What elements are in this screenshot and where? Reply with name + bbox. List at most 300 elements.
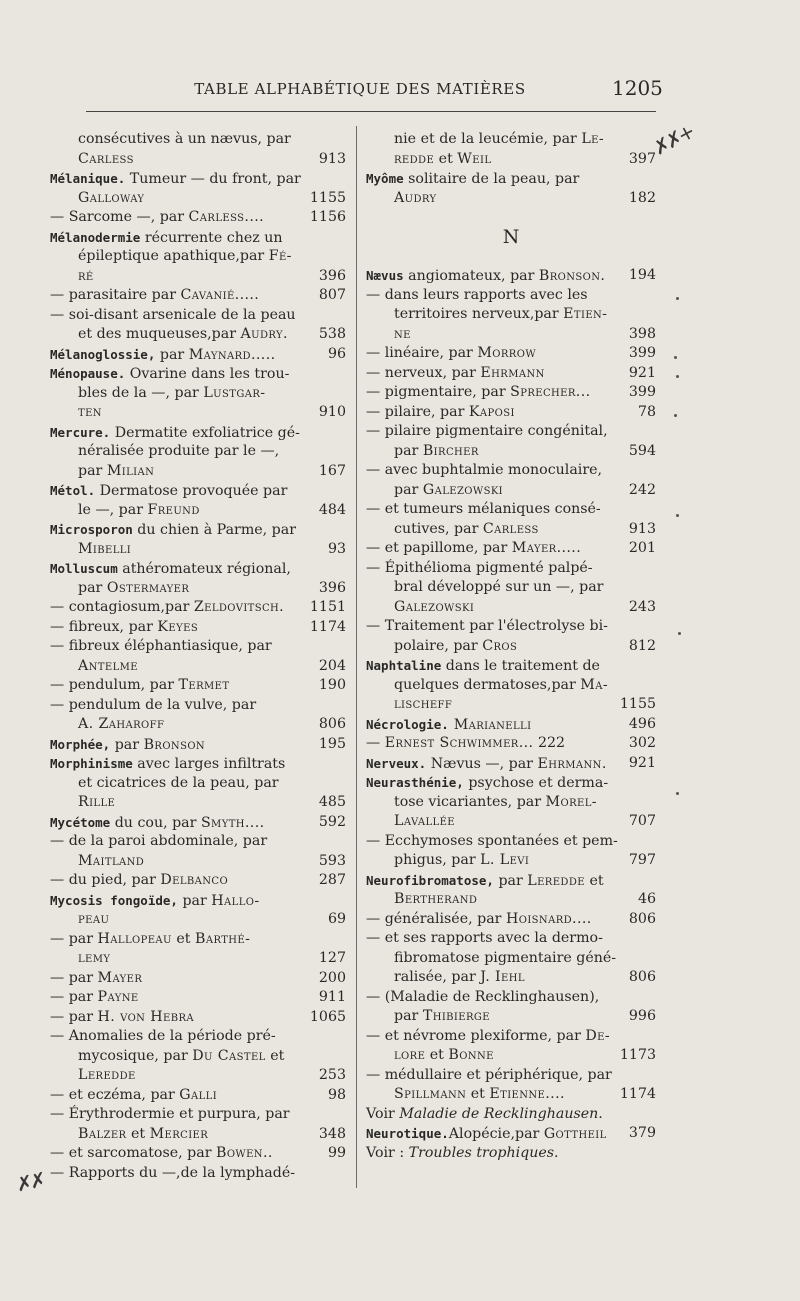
entry-text: — Érythrodermie et purpura, par [50,1106,290,1122]
index-line [366,598,656,618]
index-line [50,462,346,482]
entry-text: — fibreux éléphantiasique, par [50,638,272,654]
index-line [50,871,346,891]
index-line [50,150,346,170]
author-name: Ma- [580,676,609,693]
page-reference: 1155 [309,189,346,206]
entry-heading: Nerveux. [366,755,427,771]
index-line [366,929,656,949]
author-name: Mibelli [78,540,132,557]
author-name: Milian [106,462,155,479]
author-name: Rille [78,794,116,810]
author-name: Antelme [78,657,138,674]
page-reference: 806 [628,910,656,927]
entry-text: — pilaire, par [366,403,469,420]
entry-heading: Mélanique. [50,171,126,186]
index-line [366,403,656,423]
header-rule [86,111,656,112]
author-name: Galloway [78,189,145,206]
author-name: Zeldovitsch. [193,599,285,615]
entry-text: — de la paroi abdominale, par [50,833,268,849]
author-name: Cavanié..... [180,287,260,303]
index-line [50,442,346,462]
index-line [366,734,656,754]
page-reference: 913 [318,150,346,167]
author-name: Le- [581,131,605,147]
index-line [366,890,656,910]
entry-text: polaire, par [394,637,483,654]
entry-text: et [265,1047,285,1064]
entry-text: territoires nerveux,par [394,306,564,322]
index-line [366,968,656,988]
author-name: Gottheil [543,1126,607,1142]
entry-text: — par [50,989,98,1005]
author-name: Morrow [477,345,537,361]
entry-text: par [394,481,423,498]
author-name: ten [78,404,102,420]
author-name: Mayer [97,969,143,986]
index-line [366,656,656,676]
index-line [50,696,346,716]
entry-text: par [155,346,189,363]
index-line [50,540,346,560]
entry-text: consécutives à un nævus, par [78,131,291,147]
index-line [50,676,346,696]
author-name: Kaposi [468,403,515,420]
index-line [50,267,346,287]
entry-text: avec larges infiltrats [132,756,286,772]
author-name: Thibierge [422,1008,490,1024]
entry-text: et [171,930,196,947]
entry-heading: Molluscum [50,561,118,576]
page-reference: 396 [318,267,346,284]
entry-text: athéromateux régional, [117,561,291,577]
entry-text: du chien à Parme, par [132,522,297,538]
page-reference: 167 [318,462,346,479]
page-reference: 812 [628,637,656,654]
index-line [50,403,346,423]
author-name: Hallopeau [97,930,172,947]
entry-text: — (Maladie de Recklinghausen), [366,988,600,1005]
page-reference: 484 [318,501,346,518]
entry-text: par [78,462,107,479]
author-name: Ernest Schwimmer... [384,735,534,751]
index-line [366,442,656,462]
page-reference: 996 [628,1008,656,1024]
page-reference: 538 [318,326,346,342]
entry-text: Nævus —, par [426,755,538,772]
index-line [50,228,346,248]
cross-reference: Maladie de Recklinghausen. [399,1105,603,1122]
index-line [366,949,656,969]
page-reference: 194 [628,267,656,283]
page-reference: 911 [318,989,346,1005]
handwritten-mark-bottom-left: ✗✗ [13,1167,46,1197]
entry-text: — Épithélioma pigmenté palpé- [366,559,593,576]
page-reference: 98 [327,1086,346,1103]
entry-text: — du pied, par [50,872,161,888]
ink-dot [676,792,679,795]
index-line [366,793,656,813]
entry-heading: Mercure. [50,424,111,440]
entry-text: — linéaire, par [366,345,478,361]
author-name: Payne [97,989,139,1005]
index-line [366,695,656,715]
right-column [366,130,656,1163]
index-line [50,1105,346,1125]
page-reference: 399 [628,384,656,400]
author-name: Cros [482,637,518,654]
entry-text: — pendulum, par [50,677,179,693]
entry-text: — médullaire et périphérique, par [366,1066,612,1083]
entry-text: angiomateux, par [403,268,539,284]
cross-reference: Troubles trophiques. [408,1144,559,1161]
index-line [366,676,656,696]
author-name: Audry [394,189,437,206]
author-name: A. Zaharoff [78,716,165,732]
entry-text: et [466,1086,490,1102]
author-name: Audry. [240,326,288,342]
index-line [366,286,656,306]
author-name: Freund [147,501,200,518]
section-letter: N [502,226,520,248]
entry-heading: Morphinisme [50,756,133,771]
author-name: ré [78,267,94,284]
entry-text: et [126,1125,150,1142]
entry-text: — et papillome, par [366,540,512,556]
entry-heading: Myôme [366,171,404,186]
entry-text: — pilaire pigmentaire congénital, [366,423,608,439]
author-name: redde [394,150,435,167]
page-reference: 797 [628,852,656,868]
page-reference: 204 [318,657,346,674]
author-name: Barthé- [195,930,251,947]
entry-text: Dermatose provoquée par [95,483,288,499]
page-reference: 1065 [309,1008,346,1025]
index-line [366,910,656,930]
entry-text: — pigmentaire, par [366,384,511,400]
handwritten-mark-top-right: ✗✗+ [648,119,697,161]
entry-text: — Ecchymoses spontanées et pem- [366,832,618,849]
page-reference: 195 [318,735,346,752]
page-reference: 242 [628,481,656,498]
entry-text: tose vicariantes, par [394,793,546,810]
entry-text: — et tumeurs mélaniques consé- [366,501,601,517]
page-reference: 496 [628,715,656,732]
index-line [50,618,346,638]
index-line [366,461,656,481]
ink-dot [674,356,677,359]
index-line [366,305,656,325]
page-reference: 399 [628,345,656,361]
index-line [366,150,656,170]
index-line [50,481,346,501]
entry-text: — Rapports du —,de la lymphadé- [50,1164,296,1181]
index-line [366,189,656,209]
index-line [50,969,346,989]
index-line [366,520,656,540]
entry-text: par [78,579,107,596]
index-line [366,481,656,501]
author-name: Delbanco [160,872,229,888]
page-reference: 594 [628,442,656,459]
author-name: Leredde [527,872,585,889]
index-line [50,579,346,599]
index-line [50,1008,346,1028]
author-name: Bronson [143,736,206,753]
author-name: H. von Hebra [97,1008,194,1025]
entry-text: par [394,1008,423,1024]
entry-text: — généralisée, par [366,910,506,927]
author-name: Termet [178,677,230,693]
index-line [50,384,346,404]
index-line [366,754,656,774]
entry-text: et cicatrices de la peau, par [78,774,279,791]
index-line [50,598,346,618]
index-line [366,832,656,852]
author-name: Hoisnard.... [505,910,592,927]
index-line [366,500,656,520]
entry-heading: Mélanoglossie, [50,346,156,362]
index-line [366,1105,656,1125]
author-name: Bertherand [394,891,478,907]
entry-text: phigus, par [394,852,481,868]
index-line [50,520,346,540]
entry-text: psychose et derma- [463,775,609,791]
index-line [50,364,346,384]
entry-text: récurrente chez un [140,229,283,246]
entry-text: bles de la —, par [78,384,204,401]
author-name: Bronson. [538,268,606,284]
page-reference: 182 [628,189,656,206]
author-name: Carless [78,150,134,167]
index-line [50,345,346,365]
author-name: L. Levi [480,852,530,868]
index-line [366,383,656,403]
column-divider [356,126,357,1188]
entry-text: par [177,892,212,909]
author-name: Spillmann [394,1086,467,1102]
page-reference: 1151 [309,599,346,615]
entry-text: — et névrome plexiforme, par [366,1027,586,1044]
entry-text: — avec buphtalmie monoculaire, [366,462,603,478]
entry-heading: Ménopause. [50,366,126,381]
author-name: Fé- [268,248,292,264]
index-line [50,208,346,228]
entry-text: et [584,872,604,889]
entry-text: dans le traitement de [441,658,600,674]
author-name: Morel- [545,793,597,810]
page-reference: 910 [318,404,346,420]
entry-text: — soi-disant arsenicale de la peau [50,306,296,323]
author-name: Lavallée [394,813,455,829]
author-name: Lustgar- [203,384,266,401]
page-reference: 96 [327,345,346,362]
index-line [366,539,656,559]
index-line [366,364,656,384]
entry-text: — et sarcomatose, par [50,1145,216,1161]
page-reference: 302 [628,735,656,751]
page-reference: 1155 [619,696,656,712]
author-name: Leredde [78,1067,136,1083]
index-line [50,306,346,326]
entry-heading: Microsporon [50,522,133,537]
page-reference: 1174 [309,618,346,635]
index-line [50,637,346,657]
entry-heading: Mycétome [50,814,111,830]
index-line [366,1027,656,1047]
author-name: Ehrmann. [537,755,607,772]
page-reference: 201 [628,540,656,556]
author-name: Carless.... [188,209,265,225]
index-line [366,1046,656,1066]
page-reference: 807 [318,287,346,303]
index-line [50,891,346,911]
entry-text: — pendulum de la vulve, par [50,696,257,713]
index-line [50,852,346,872]
index-line [50,247,346,267]
entry-heading: Morphée, [50,736,111,752]
page-reference: 592 [318,813,346,830]
author-name: Carless [482,520,539,537]
page-reference: 200 [318,969,346,986]
author-name: lischeff [394,696,453,712]
entry-text: nie et de la leucémie, par [394,131,582,147]
entry-text: le —, par [78,501,148,518]
index-line [50,1164,346,1184]
index-line [50,1027,346,1047]
index-line [366,266,656,286]
index-line [50,423,346,443]
author-name: Marianelli [448,716,532,733]
index-line [50,189,346,209]
page-reference: 1173 [619,1047,656,1063]
entry-heading: Métol. [50,483,96,498]
index-line [50,1144,346,1164]
page-reference: 190 [318,677,346,693]
entry-text: par [110,736,144,753]
entry-text: Voir [366,1105,400,1122]
index-line [366,1085,656,1105]
index-line [50,286,346,306]
index-line [366,617,656,637]
index-line [50,169,346,189]
page-reference: 93 [327,540,346,557]
index-line [50,910,346,930]
author-name: Bowen.. [216,1145,273,1161]
index-line [366,851,656,871]
author-name: Maynard..... [188,346,276,363]
index-line [366,169,656,189]
entry-text: bral développé sur un —, par [394,579,604,595]
page-reference: 806 [628,969,656,985]
index-line [50,988,346,1008]
entry-text: — Anomalies de la période pré- [50,1028,276,1044]
entry-text: du cou, par [110,814,201,831]
author-name: Mercier [149,1125,209,1142]
entry-text: Alopécie,par [448,1126,544,1142]
index-line [366,1066,656,1086]
entry-heading: Neurofibromatose, [366,872,494,888]
entry-text: — nerveux, par [366,364,481,381]
page-reference: 127 [318,950,346,966]
page-number: 1205 [612,76,663,100]
entry-text: — par [50,930,98,947]
ink-dot [676,514,679,517]
ink-dot [674,414,677,417]
index-line [50,754,346,774]
page-reference: 46 [637,891,656,907]
index-line [366,559,656,579]
author-name: Etien- [563,306,608,322]
index-line [50,774,346,794]
entry-text: — parasitaire par [50,287,181,303]
ink-dot [676,375,679,378]
page-reference: 348 [318,1125,346,1142]
author-name: J. Iehl [480,969,525,985]
index-line [50,949,346,969]
author-name: Smyth.... [200,814,265,831]
author-name: lore [394,1047,426,1063]
index-line [366,637,656,657]
entry-text: — fibreux, par [50,618,158,635]
page-reference: 396 [318,579,346,596]
author-name: Mayer..... [511,540,582,556]
index-line [366,578,656,598]
entry-heading: Neurasthénie, [366,775,464,790]
entry-text: et [434,150,458,167]
left-column [50,130,346,1183]
index-line [366,1144,656,1164]
index-line [366,715,656,735]
entry-text: et des muqueuses,par [78,326,241,342]
entry-text: — [366,735,385,751]
ink-dot [676,297,679,300]
entry-text: solitaire de la peau, par [403,171,580,187]
author-name: Bircher [422,442,479,459]
author-name: Balzer [78,1125,127,1142]
entry-text: — et ses rapports avec la dermo- [366,930,603,946]
index-line [50,1086,346,1106]
author-name: Du Castel [192,1047,266,1064]
entry-text: et [425,1047,449,1063]
author-name: De- [585,1027,611,1044]
entry-heading: Mycosis fongoïde, [50,892,178,908]
author-name: Ostermayer [106,579,190,596]
page-reference: 1156 [309,209,346,225]
page-reference: 379 [628,1125,656,1141]
entry-heading: Neurotique. [366,1126,449,1141]
entry-text: néralisée produite par le —, [78,443,280,459]
entry-text: par [394,442,423,459]
entry-text: Tumeur — du front, par [125,171,301,187]
author-name: Galezowski [422,481,504,498]
index-line [366,773,656,793]
entry-text: — Traitement par l'électrolyse bi- [366,618,608,634]
author-name: ne [394,325,411,342]
page-reference: 806 [318,716,346,732]
index-line [366,812,656,832]
entry-text: cutives, par [394,520,483,537]
entry-heading: Nécrologie. [366,716,449,732]
index-line [50,715,346,735]
author-name: Etienne.... [489,1086,565,1102]
index-line [366,1124,656,1144]
entry-text: Dermatite exfoliatrice gé- [110,424,300,441]
page-header-title: TABLE ALPHABÉTIQUE DES MATIÈRES [194,80,526,98]
page-reference: 921 [628,364,656,381]
page-reference: 253 [318,1067,346,1083]
